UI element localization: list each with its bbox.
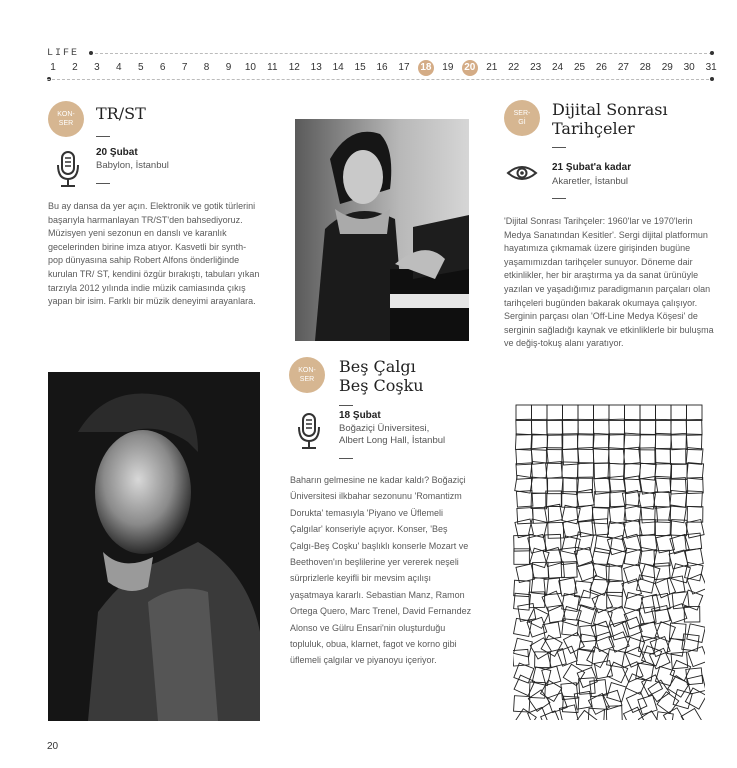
badge-text: SER- (513, 110, 531, 117)
square-shape (668, 676, 689, 697)
date-item: 21 (486, 62, 498, 73)
square-shape (514, 675, 535, 696)
square-shape (687, 463, 704, 480)
section-label: LIFE (47, 48, 80, 59)
square-shape (609, 419, 625, 435)
date-item: 5 (137, 62, 144, 73)
square-shape (576, 489, 594, 507)
square-shape (609, 506, 626, 523)
square-shape (562, 434, 578, 450)
date-item: 14 (332, 62, 344, 73)
microphone-icon (55, 151, 81, 193)
square-shape (655, 419, 671, 435)
event-title-line: Beş Çalgı (339, 357, 416, 376)
square-shape (687, 405, 703, 421)
square-shape (642, 675, 663, 696)
date-item: 17 (398, 62, 410, 73)
square-shape (681, 709, 702, 720)
event-description: Baharın gelmesine ne kadar kaldı? Boğaziçi Üniversitesi ilkbahar sezonunu 'Romantizm Dorukta' temasıyla 'Piyano ve Üflemeli Çalgılar' konseriyle açıyor. Konser, 'Beş Çalgı-Beş Coşku' başlıklı konserle Mozart ve Beethoven'ın beşlilerine yer vererek neşeli sürprizlerle keyifli bir mevsim açılışı yaşatmaya kararlı. Sebastian Manz, Ramon Ortega Quero, Marc Trenel, David Fernandez Alonso ve Gülru Ensari'nin oluşturduğu topluluk, obua, klarnet, fagot ve korno gibi üflemeli çalgılar ve piyanoyu içeriyor. (290, 475, 472, 666)
date-item: 20 (462, 60, 478, 76)
square-shape (671, 433, 687, 449)
date-item: 7 (181, 62, 188, 73)
square-shape (656, 405, 672, 421)
square-shape (532, 405, 548, 421)
square-shape (527, 617, 547, 637)
category-badge (289, 357, 325, 393)
event-description: Bu ay dansa da yer açın. Elektronik ve gotik türlerini başarıyla harmanlayan TR/ST'den bahsediyoruz. Müzisyen yeni sezonun en danslı ve karanlık gecelerinden birine imza atıyor. Kasvetli bir synth-pop dünyasına sahip Robert Alfons önderliğinde kurulan TR/ ST, kendini özgür bırakıştı, tabuları yıkan tarzıyla 2012 yılında indie müzik camiasında çıkış yapan bir isim. Farklı bir müzik deneyimi arayanlara. (48, 201, 260, 307)
event-title (339, 357, 424, 395)
square-shape (575, 532, 593, 550)
square-shape (578, 419, 594, 435)
date-item: 15 (354, 62, 366, 73)
square-shape (516, 564, 534, 582)
square-shape (670, 449, 686, 465)
artist-photo (48, 372, 260, 721)
title-rule (96, 136, 110, 137)
date-item: 29 (661, 62, 673, 73)
square-shape (625, 637, 645, 657)
square-shape (637, 575, 655, 593)
header-dot-bottom-end (710, 77, 714, 81)
venue-rule (339, 458, 353, 459)
square-shape (653, 491, 670, 508)
square-shape (574, 547, 593, 566)
square-shape (687, 624, 705, 643)
date-item: 16 (376, 62, 388, 73)
event-title-line: Tarihçeler (552, 119, 635, 138)
date-item: 19 (442, 62, 454, 73)
badge-text: KON- (298, 367, 316, 374)
event-venue: Babylon, İstanbul (96, 160, 169, 171)
event-venue (339, 423, 445, 447)
square-shape (655, 433, 671, 449)
square-shape (671, 464, 687, 480)
date-item: 3 (94, 62, 100, 73)
badge-text: SER (299, 376, 315, 383)
event-date: 18 Şubat (339, 410, 381, 421)
artwork-squares-image (513, 402, 705, 720)
eye-icon (506, 164, 538, 186)
square-shape (594, 405, 610, 421)
square-shape (608, 448, 624, 464)
date-item: 4 (116, 62, 122, 73)
square-shape (608, 434, 624, 450)
header-dot (89, 51, 93, 55)
square-shape (640, 405, 656, 421)
category-badge (504, 100, 540, 136)
square-shape (529, 519, 548, 538)
square-shape (625, 405, 641, 421)
date-item: 6 (159, 62, 166, 73)
venue-rule (552, 198, 566, 199)
square-shape (671, 419, 687, 435)
event-title-line: Beş Coşku (339, 376, 424, 395)
date-item: 10 (244, 62, 256, 73)
square-shape (640, 419, 656, 435)
event-description: 'Dijital Sonrası Tarihçeler: 1960'lar ve 1970'lerin Medya Sanatından Kesitler'. Sergi dijital platformun hayatımıza çıkmamak üzere girişinden bugüne yaşamımızdan tarihçeler sunuyor. Döneme dair etkinlikler, her bir araştırma ya da sanat ürünüyle yazılan ve yaşadığımız paradigmanın parçaları olan tarihçeleri bugünden bakarak okumaya çalışıyor. Serginin parçası olan 'Off-Line Medya Köşesi' de serginin sağladığı kaynak ve etkinliklerle bir buluşma ve değiş-tokuş alanı yaratıyor. (504, 216, 714, 349)
square-shape (578, 405, 594, 421)
date-item: 23 (530, 62, 542, 73)
square-shape (686, 419, 702, 435)
date-item: 2 (72, 62, 78, 73)
square-shape (563, 405, 579, 421)
header-divider-bottom (47, 79, 714, 80)
badge-text: KON- (57, 111, 75, 118)
title-rule (339, 405, 353, 406)
date-item: 13 (310, 62, 322, 73)
date-item: 22 (508, 62, 520, 73)
venue-line: Boğaziçi Üniversitesi, (339, 423, 430, 434)
header-dot-end (710, 51, 714, 55)
badge-text: SER (58, 120, 74, 127)
date-item: 8 (203, 62, 210, 73)
event-title-line: Dijital Sonrası (552, 100, 668, 119)
square-shape (546, 462, 563, 479)
date-item: 26 (595, 62, 607, 73)
date-item: 11 (267, 62, 278, 73)
square-shape (562, 536, 581, 555)
square-shape (528, 534, 547, 553)
square-shape (640, 564, 660, 584)
square-shape (641, 594, 660, 613)
date-item: 24 (552, 62, 564, 73)
date-item: 9 (225, 62, 232, 73)
event-venue: Akaretler, İstanbul (552, 176, 629, 187)
microphone-icon (296, 413, 322, 455)
date-item: 12 (288, 62, 300, 73)
square-shape (514, 696, 530, 712)
square-shape (593, 419, 609, 435)
square-shape (516, 419, 532, 435)
pianist-photo (295, 119, 469, 341)
square-shape (656, 712, 674, 720)
square-shape (578, 463, 594, 479)
date-item: 18 (418, 60, 434, 76)
square-shape (594, 463, 610, 479)
venue-line: Albert Long Hall, İstanbul (339, 435, 446, 446)
square-shape (609, 405, 625, 421)
date-item: 30 (683, 62, 695, 73)
square-shape (532, 419, 548, 435)
event-date: 21 Şubat'a kadar (552, 162, 632, 173)
category-badge (48, 101, 84, 137)
square-shape (547, 405, 563, 421)
date-item: 1 (50, 62, 56, 73)
square-shape (548, 522, 564, 538)
square-shape (688, 647, 705, 667)
square-shape (563, 419, 579, 435)
event-title (552, 100, 668, 138)
date-strip (42, 60, 722, 76)
square-shape (663, 708, 684, 720)
title-rule (552, 147, 566, 148)
header-divider-top (95, 53, 712, 54)
square-shape (514, 638, 533, 657)
square-shape (531, 493, 547, 509)
date-item: 27 (617, 62, 629, 73)
square-shape (607, 548, 626, 567)
square-shape (653, 563, 670, 580)
square-shape (563, 664, 584, 685)
date-item: 28 (639, 62, 651, 73)
page-number: 20 (47, 741, 59, 752)
event-date: 20 Şubat (96, 147, 138, 158)
square-shape (626, 692, 647, 713)
square-shape (655, 448, 671, 464)
date-item: 31 (705, 62, 717, 73)
square-shape (531, 478, 547, 494)
square-shape (515, 709, 536, 720)
square-shape (516, 405, 532, 421)
square-shape (671, 405, 687, 421)
badge-text: Gİ (518, 119, 526, 126)
venue-rule (96, 183, 110, 184)
square-shape (547, 420, 563, 436)
date-item: 25 (573, 62, 586, 73)
event-title: TR/ST (96, 104, 146, 123)
square-shape (515, 434, 531, 450)
